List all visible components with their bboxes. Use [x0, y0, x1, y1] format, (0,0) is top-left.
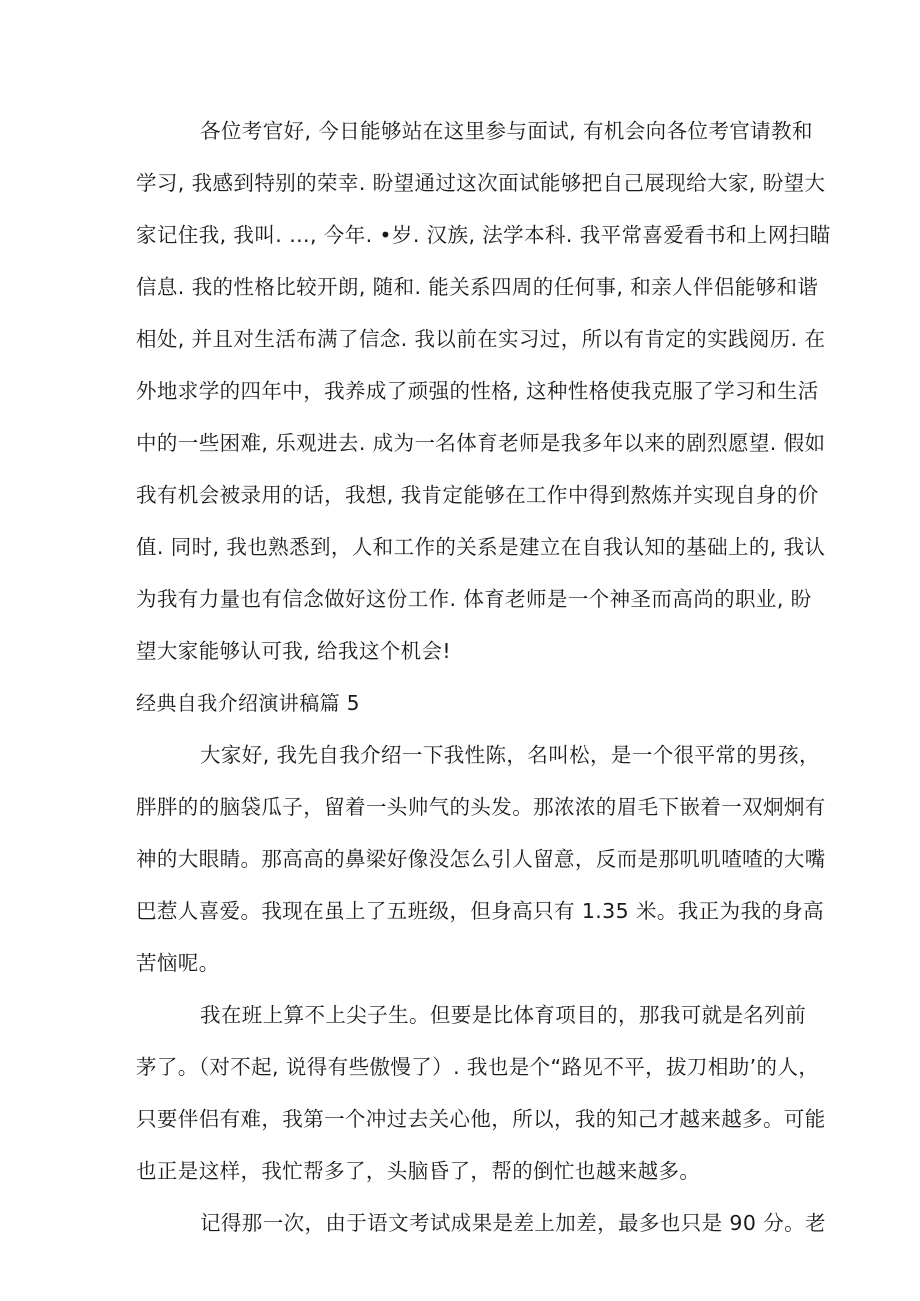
paragraph-3-line: 也正是这样，我忙帮多了，头脑昏了，帮的倒忙也越来越多。	[136, 1159, 701, 1183]
paragraph-1-line: 为我有力量也有信念做好这份工作. 体育老师是一个神圣而高尚的职业, 盼	[136, 587, 812, 611]
paragraph-1-line: 望大家能够认可我, 给我这个机会!	[136, 639, 452, 663]
paragraph-1-line: 中的一些困难, 乐观进去. 成为一名体育老师是我多年以来的剧烈愿望. 假如	[136, 431, 826, 455]
paragraph-2-line: 巴惹人喜爱。我现在虽上了五班级，但身高只有 1.35 米。我正为我的身高	[136, 899, 825, 923]
paragraph-1-line: 值. 同时, 我也熟悉到，人和工作的关系是建立在自我认知的基础上的, 我认	[136, 535, 826, 559]
paragraph-1-line: 学习, 我感到特别的荣幸. 盼望通过这次面试能够把自己展现给大家, 盼望大	[136, 171, 826, 195]
paragraph-2-line: 大家好, 我先自我介绍一下我性陈，名叫松，是一个很平常的男孩，	[200, 743, 820, 767]
paragraph-4-line: 记得那一次，由于语文考试成果是差上加差，最多也只是 90 分。老	[200, 1211, 826, 1235]
section-heading: 经典自我介绍演讲稿篇 5	[136, 691, 360, 715]
paragraph-1-line: 信息. 我的性格比较开朗, 随和. 能关系四周的任何事, 和亲人伴侣能够和谐	[136, 275, 819, 299]
paragraph-1-line: 我有机会被录用的话，我想, 我肯定能够在工作中得到熬炼并实现自身的价	[136, 483, 819, 507]
paragraph-2-line: 苦恼呢。	[136, 951, 220, 975]
paragraph-1-line: 相处, 并且对生活布满了信念. 我以前在实习过，所以有肯定的实践阅历. 在	[136, 327, 826, 351]
paragraph-1-line: 各位考官好, 今日能够站在这里参与面试, 有机会向各位考官请教和	[200, 119, 813, 143]
paragraph-3-line: 我在班上算不上尖子生。但要是比体育项目的，那我可就是名列前	[200, 1003, 807, 1027]
paragraph-1-line: 外地求学的四年中，我养成了顽强的性格, 这种性格使我克服了学习和生活	[136, 379, 819, 403]
paragraph-3-line: 只要伴侣有难，我第一个冲过去关心他，所以，我的知己才越来越多。可能	[136, 1107, 826, 1131]
paragraph-2-line: 神的大眼睛。那高高的鼻梁好像没怎么引人留意，反而是那叽叽喳喳的大嘴	[136, 847, 826, 871]
paragraph-3-line: 茅了。（对不起, 说得有些傲慢了）. 我也是个“路见不平，拔刀相助’的人，	[136, 1055, 820, 1079]
paragraph-2-line: 胖胖的的脑袋瓜子，留着一头帅气的头发。那浓浓的眉毛下嵌着一双炯炯有	[136, 795, 826, 819]
paragraph-1-line: 家记住我, 我叫. …, 今年. •岁. 汉族, 法学本科. 我平常喜爱看书和上网扫瞄	[136, 223, 831, 247]
